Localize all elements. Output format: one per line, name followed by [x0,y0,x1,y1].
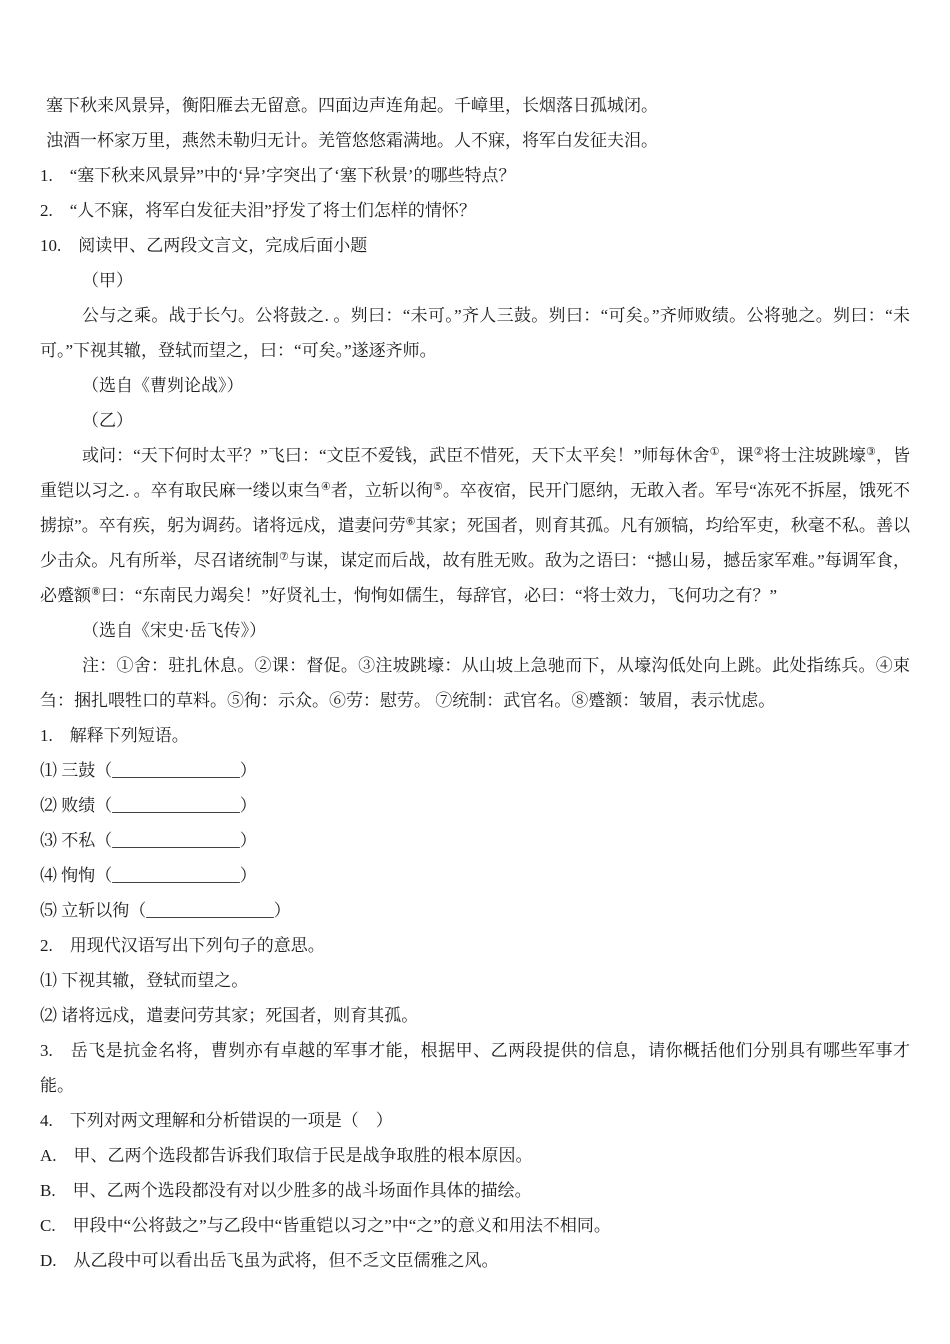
blank-item-4: ⑷ 恂恂（_______________） [40,866,257,885]
poem-line-2: 浊酒一杯家万里，燕然未勒归无计。羌管悠悠霜满地。人不寐，将军白发征夫泪。 [46,131,658,150]
jia-label: （甲） [82,271,133,290]
question-3: 3. 岳飞是抗金名将，曹刿亦有卓越的军事才能，根据甲、乙两段提供的信息，请你概括他们分别具有哪些军事才能。 [40,1041,910,1095]
yi-paragraph: 或问：“天下何时太平？”飞曰：“文臣不爱钱，武臣不惜死，天下太平矣！”师每休舍①，课②将士注坡跳壕③，皆重铠以习之. 。卒有取民麻一缕以束刍④者，立斩以徇⑤。卒夜宿，民开门愿纳，无敢入者。军号“冻死不拆屋，饿死不掳掠”。卒有疾，躬为调药。诸将远戍，遣妻问劳⑥其家；死国者，则育其孤。凡有颁犒，均给军吏，秋毫不私。善以少击众。凡有所举，尽召诸统制⑦与谋，谋定而后战，故有胜无败。敌为之语曰：“撼山易，撼岳家军难。”每调军食，必蹙额⑧曰：“东南民力竭矣！”好贤礼士，恂恂如儒生，每辞官，必曰：“将士效力，飞何功之有？” [40,446,911,605]
blank-item-1: ⑴ 三鼓（_______________） [40,761,257,780]
question-2: 2. “人不寐，将军白发征夫泪”抒发了将士们怎样的情怀？ [40,201,476,220]
question-1: 1. “塞下秋来风景异”中的‘异’字突出了‘塞下秋景’的哪些特点？ [40,166,516,185]
sub-question-2-title: 2. 用现代汉语写出下列句子的意思。 [40,936,325,955]
blank-item-5: ⑸ 立斩以徇（_______________） [40,901,291,920]
option-b: B. 甲、乙两个选段都没有对以少胜多的战斗场面作具体的描绘。 [40,1181,532,1200]
option-c: C. 甲段中“公将鼓之”与乙段中“皆重铠以习之”中“之”的意义和用法不相同。 [40,1216,611,1235]
jia-paragraph: 公与之乘。战于长勺。公将鼓之. 。刿曰：“未可。”齐人三鼓。刿曰：“可矣。”齐师败绩。公将驰之。刿曰：“未可。”下视其辙，登轼而望之，曰：“可矣。”遂逐齐师。 [40,306,910,360]
question-10-intro: 10. 阅读甲、乙两段文言文，完成后面小题 [40,236,368,255]
translate-item-1: ⑴ 下视其辙，登轼而望之。 [40,971,249,990]
jia-source: （选自《曹刿论战》） [82,376,244,395]
option-d: D. 从乙段中可以看出岳飞虽为武将，但不乏文臣儒雅之风。 [40,1251,499,1270]
notes: 注：①舍：驻扎休息。②课：督促。③注坡跳壕：从山坡上急驰而下，从壕沟低处向上跳。此处指练兵。④束刍：捆扎喂牲口的草料。⑤徇：示众。⑥劳：慰劳。 ⑦统制：武官名。⑧蹙额：皱眉，表示忧虑。 [40,656,910,710]
yi-source: （选自《宋史·岳飞传》） [82,621,267,640]
blank-item-2: ⑵ 败绩（_______________） [40,796,257,815]
blank-item-3: ⑶ 不私（_______________） [40,831,257,850]
poem-line-1: 塞下秋来风景异，衡阳雁去无留意。四面边声连角起。千嶂里，长烟落日孤城闭。 [46,96,658,115]
question-4: 4. 下列对两文理解和分析错误的一项是（ ） [40,1111,393,1130]
sub-question-1-title: 1. 解释下列短语。 [40,726,189,745]
option-a: A. 甲、乙两个选段都告诉我们取信于民是战争取胜的根本原因。 [40,1146,533,1165]
translate-item-2: ⑵ 诸将远戍，遣妻问劳其家；死国者，则育其孤。 [40,1006,419,1025]
yi-label: （乙） [82,411,133,430]
